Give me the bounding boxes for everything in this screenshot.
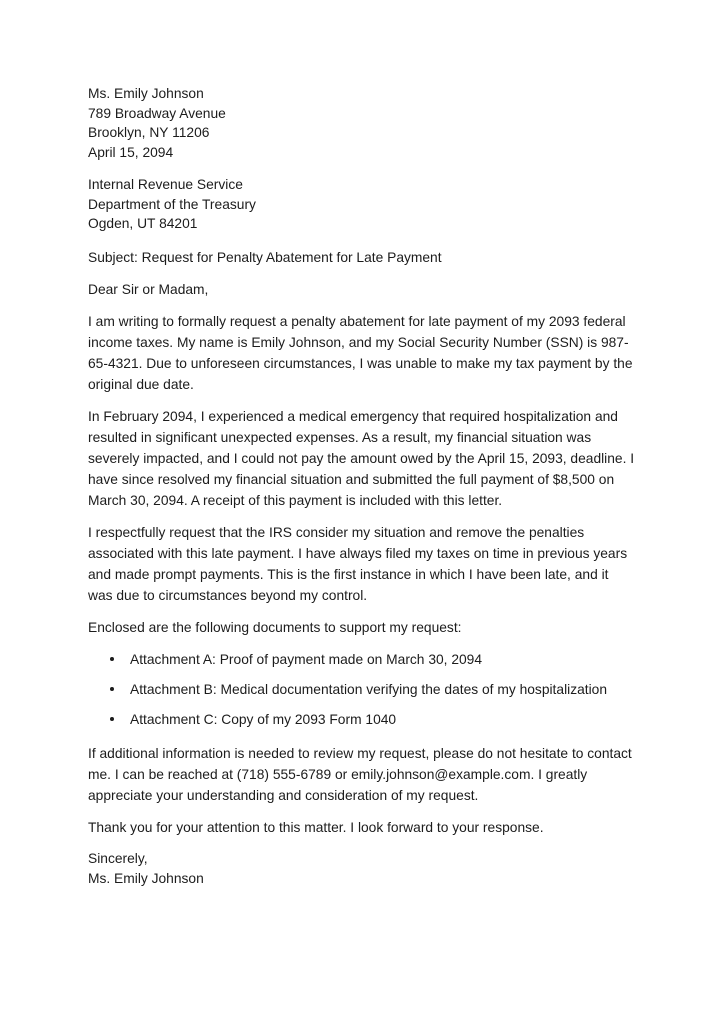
letter-body — [88, 84, 636, 889]
signoff: Sincerely, — [88, 850, 148, 866]
salutation: Dear Sir or Madam, — [88, 281, 209, 297]
sender-address-line1: 789 Broadway Avenue — [88, 105, 226, 121]
list-item — [88, 709, 636, 730]
attachment-c: Attachment C: Copy of my 2093 Form 1040 — [130, 711, 397, 727]
recipient-block — [88, 175, 636, 234]
paragraph-request: I respectfully request that the IRS consider my situation and remove the penalties associated with this late payment. I have always filed my taxes on time in previous years and made prompt payments. This is the first instance in which I have been late, and it was due to circumstances beyond my control. — [88, 524, 628, 603]
signoff-block — [88, 849, 636, 889]
recipient-line3: Ogden, UT 84201 — [88, 216, 198, 231]
paragraph-circumstances: In February 2094, I experienced a medical emergency that required hospitalization and resulted in significant unexpected expenses. As a result, my financial situation was severely impacted, and I could not pay the amount owed by the April 15, 2093, deadline. I have since resolved my financial situation and submitted the full payment of $8,500 on March 30, 2094. A receipt of this payment is included with this letter. — [88, 408, 635, 508]
enclosure-intro: Enclosed are the following documents to support my request: — [88, 619, 462, 635]
attachment-b: Attachment B: Medical documentation verifying the dates of my hospitalization — [130, 681, 608, 697]
sender-block — [88, 84, 636, 162]
bullet-icon — [110, 657, 114, 661]
paragraph-intro: I am writing to formally request a penalty abatement for late payment of my 2093 federal income taxes. My name is Emily Johnson, and my Social Security Number (SSN) is 987-65-4321. Due to unforeseen circumstances, I was unable to make my tax payment by the original due date. — [88, 313, 633, 392]
sender-address-line2: Brooklyn, NY 11206 — [88, 125, 210, 140]
letter-date: April 15, 2094 — [88, 144, 174, 160]
paragraph-contact: If additional information is needed to review my request, please do not hesitate to contact me. I can be reached at (718) 555-6789 or emily.johnson@example.com. I greatly appreciate your understanding and consideration of my request. — [88, 745, 632, 803]
list-item — [88, 679, 636, 700]
attachment-a: Attachment A: Proof of payment made on March 30, 2094 — [130, 651, 483, 667]
recipient-line2: Department of the Treasury — [88, 196, 256, 212]
bullet-icon — [110, 687, 114, 691]
recipient-line1: Internal Revenue Service — [88, 177, 243, 192]
list-item — [88, 649, 636, 670]
subject-line: Subject: Request for Penalty Abatement for Late Payment — [88, 249, 442, 265]
bullet-icon — [110, 717, 114, 721]
attachment-list — [88, 649, 636, 730]
paragraph-thanks: Thank you for your attention to this matter. I look forward to your response. — [88, 819, 544, 835]
sender-name: Ms. Emily Johnson — [88, 86, 204, 101]
signature-name: Ms. Emily Johnson — [88, 870, 204, 886]
